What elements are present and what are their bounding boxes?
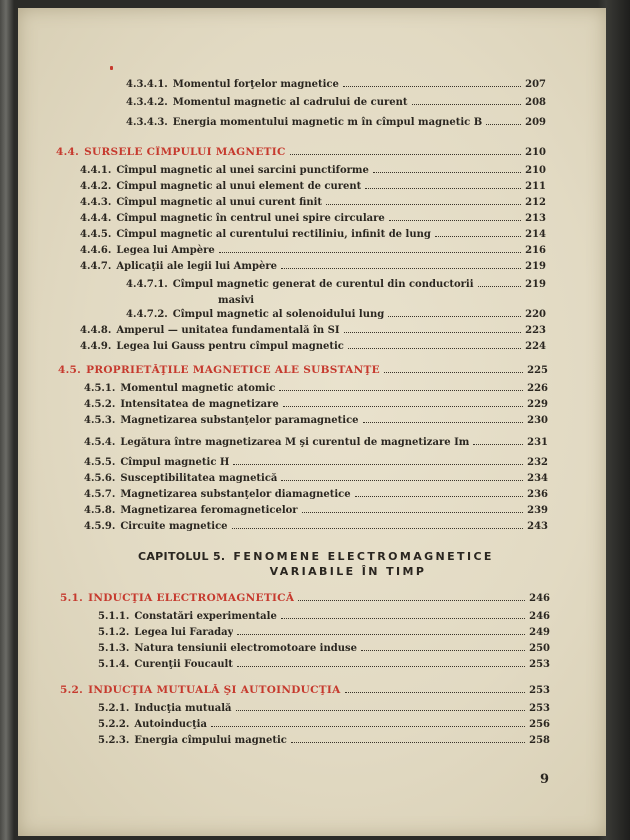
toc-entry-number: 5.1.4. [98, 659, 130, 670]
dot-leader [236, 702, 526, 711]
toc-entry-title: Circuite magnetice [120, 521, 228, 532]
dot-leader [478, 278, 522, 287]
toc-entry [98, 718, 550, 731]
toc-entry-title: Energia cîmpului magnetic [134, 735, 287, 746]
toc-entry-number: 4.5. [58, 364, 82, 376]
toc-entry-title: Amperul — unitatea fundamentală în SI [116, 325, 340, 336]
toc-entry [126, 116, 546, 129]
dot-leader [343, 78, 521, 87]
toc-entry [84, 414, 548, 427]
toc-entry-page: 234 [527, 473, 548, 484]
dot-leader [237, 658, 525, 667]
toc-entry-number: 5.1.2. [98, 627, 130, 638]
dot-leader [363, 414, 524, 423]
toc-entry-number: 4.4.7. [80, 261, 112, 272]
toc-entry-page: 258 [529, 735, 550, 746]
toc-entry-number: 4.5.8. [84, 505, 116, 516]
toc-entry [80, 324, 546, 337]
toc-entry-title: Inducţia mutuală [134, 703, 232, 714]
dot-leader [348, 340, 521, 349]
dot-leader [298, 592, 525, 601]
toc-entry-number: 4.4.9. [80, 341, 112, 352]
dot-leader [219, 244, 521, 253]
dot-leader [302, 504, 524, 513]
toc-entry-number: 4.5.3. [84, 415, 116, 426]
toc-entry-title: Momentul magnetic al cadrului de curent [172, 97, 408, 108]
toc-entry [80, 340, 546, 353]
dot-leader [435, 228, 521, 237]
toc-entry-page: 220 [525, 309, 546, 320]
toc-entry-page: 219 [525, 261, 546, 272]
toc-entry-title: INDUCŢIA MUTUALĂ ŞI AUTOINDUCŢIA [88, 684, 341, 696]
toc-entry-title: Cîmpul magnetic al unui curent finit [116, 197, 323, 208]
dot-leader [281, 472, 523, 481]
dot-leader [412, 96, 522, 105]
toc-entry-page: 209 [525, 117, 546, 128]
toc-entry-page: 223 [525, 325, 546, 336]
toc-entry-page: 253 [529, 685, 550, 696]
toc-entry-title: SURSELE CÎMPULUI MAGNETIC [84, 146, 286, 158]
dot-leader [345, 684, 526, 693]
toc-entry-page: 229 [527, 399, 548, 410]
toc-entry-title: Cîmpul magnetic în centrul unei spire circulare [116, 213, 385, 224]
toc-entry-page: 236 [527, 489, 548, 500]
toc-entry [84, 472, 548, 485]
toc-entry-title: Magnetizarea substanţelor diamagnetice [120, 489, 351, 500]
toc-entry-title: Cîmpul magnetic al solenoidului lung [172, 309, 385, 320]
toc-entry-page: 216 [525, 245, 546, 256]
toc-entry [126, 278, 546, 291]
toc-entry-page: 213 [525, 213, 546, 224]
toc-entry [84, 504, 548, 517]
toc-entry-page: 212 [525, 197, 546, 208]
toc-entry [84, 398, 548, 411]
dot-leader [281, 610, 525, 619]
dot-leader [281, 260, 521, 269]
toc-entry [98, 642, 550, 655]
toc-entry-page: 226 [527, 383, 548, 394]
toc-entry-title: Magnetizarea feromagneticelor [120, 505, 298, 516]
toc-entry-number: 5.2. [60, 684, 84, 696]
toc-section-entry [56, 146, 546, 159]
toc-entry-page: 249 [529, 627, 550, 638]
toc-entry-page: 250 [529, 643, 550, 654]
toc-entry [80, 212, 546, 225]
toc-entry-number: 4.4.4. [80, 213, 112, 224]
dot-leader [355, 488, 524, 497]
dot-leader [232, 520, 524, 529]
toc-entry-title: Cîmpul magnetic al unei sarcini punctiforme [116, 165, 369, 176]
toc-entry [80, 244, 546, 257]
toc-entry-title: Cîmpul magnetic H [120, 457, 230, 468]
dot-leader [211, 718, 525, 727]
toc-entry [84, 520, 548, 533]
toc-entry-number: 4.3.4.1. [126, 79, 168, 90]
toc-entry-page: 243 [527, 521, 548, 532]
toc-entry-number: 4.4.1. [80, 165, 112, 176]
book-page [18, 8, 606, 836]
toc-entry-title: Legea lui Gauss pentru cîmpul magnetic [116, 341, 344, 352]
toc-entry-number: 4.5.6. [84, 473, 116, 484]
toc-entry-title: Curenţii Foucault [134, 659, 233, 670]
dot-leader [326, 196, 521, 205]
dot-leader [365, 180, 521, 189]
toc-entry-number: 4.5.7. [84, 489, 116, 500]
toc-entry-page: 214 [525, 229, 546, 240]
toc-entry-title: Cîmpul magnetic al unui element de curent [116, 181, 362, 192]
toc-entry [126, 96, 546, 109]
toc-entry-number: 5.2.1. [98, 703, 130, 714]
toc-entry [84, 456, 548, 469]
dot-leader [237, 626, 525, 635]
toc-entry-number: 5.2.3. [98, 735, 130, 746]
toc-entry-number: 5.1.3. [98, 643, 130, 654]
toc-entry [84, 382, 548, 395]
page-number: 9 [540, 772, 550, 787]
toc-entry-number: 4.4.3. [80, 197, 112, 208]
toc-entry-page: 208 [525, 97, 546, 108]
toc-entry-title: Momentul magnetic atomic [120, 383, 276, 394]
dot-leader [279, 382, 523, 391]
dot-leader [344, 324, 522, 333]
chapter-heading [138, 550, 558, 578]
toc-entry-number: 4.4. [56, 146, 80, 158]
dot-leader [283, 398, 523, 407]
toc-entry-title: Legea lui Ampère [116, 245, 215, 256]
toc-entry-page: 246 [529, 611, 550, 622]
toc-entry-number: 4.5.2. [84, 399, 116, 410]
toc-entry-title: Momentul forţelor magnetice [172, 79, 339, 90]
toc-entry-title: Autoinducţia [134, 719, 207, 730]
toc-entry-title: Susceptibilitatea magnetică [120, 473, 278, 484]
toc-entry [84, 488, 548, 501]
toc-entry-title: Aplicaţii ale legii lui Ampère [116, 261, 277, 272]
toc-entry-number: 4.3.4.2. [126, 97, 168, 108]
toc-entry-number: 4.4.8. [80, 325, 112, 336]
toc-entry-page: 210 [525, 147, 546, 158]
toc-entry-page: 239 [527, 505, 548, 516]
toc-entry-page: 253 [529, 659, 550, 670]
toc-entry-title: Cîmpul magnetic generat de curentul din conductorii [172, 279, 474, 290]
toc-entry [80, 260, 546, 273]
toc-entry-number: 4.5.9. [84, 521, 116, 532]
toc-entry [98, 734, 550, 747]
toc-entry [126, 78, 546, 91]
chapter-title-line1: FENOMENE ELECTROMAGNETICE [233, 550, 494, 563]
toc-entry-page: 246 [529, 593, 550, 604]
toc-entry-title: Natura tensiunii electromotoare induse [134, 643, 357, 654]
dot-leader [384, 364, 523, 373]
toc-entry-number: 5.2.2. [98, 719, 130, 730]
dot-leader [388, 308, 521, 317]
toc-entry-page: 224 [525, 341, 546, 352]
chapter-label: CAPITOLUL 5. [138, 550, 226, 563]
toc-entry-number: 4.5.1. [84, 383, 116, 394]
toc-entry-page: 231 [527, 437, 548, 448]
dot-leader [486, 116, 521, 125]
toc-entry-number: 5.1.1. [98, 611, 130, 622]
toc-entry-title: INDUCŢIA ELECTROMAGNETICĂ [88, 592, 295, 604]
chapter-title-line2: VARIABILE ÎN TIMP [269, 565, 427, 578]
toc-entry [80, 180, 546, 193]
toc-entry [80, 228, 546, 241]
toc-entry-title: Intensitatea de magnetizare [120, 399, 279, 410]
dot-leader [233, 456, 523, 465]
toc-entry-page: 225 [527, 365, 548, 376]
toc-entry-number: 5.1. [60, 592, 84, 604]
toc-entry [80, 164, 546, 177]
toc-entry-page: 207 [525, 79, 546, 90]
toc-entry-number: 4.4.2. [80, 181, 112, 192]
toc-entry-page: 232 [527, 457, 548, 468]
toc-entry-page: 230 [527, 415, 548, 426]
toc-entry-page: 219 [525, 279, 546, 290]
toc-entry-number: 4.4.7.2. [126, 309, 168, 320]
toc-entry [98, 658, 550, 671]
table-of-contents [18, 8, 606, 836]
toc-section-entry [60, 592, 550, 605]
toc-entry-continuation: masivi [218, 295, 255, 306]
toc-entry-page: 256 [529, 719, 550, 730]
toc-entry-title: Magnetizarea substanţelor paramagnetice [120, 415, 359, 426]
toc-entry [98, 702, 550, 715]
dot-leader [290, 146, 522, 155]
toc-entry-number: 4.4.7.1. [126, 279, 168, 290]
toc-entry [80, 196, 546, 209]
dot-leader [361, 642, 525, 651]
toc-entry [98, 610, 550, 623]
toc-entry-number: 4.4.5. [80, 229, 112, 240]
toc-section-entry [58, 364, 548, 377]
toc-entry [84, 436, 548, 449]
toc-entry-page: 211 [525, 181, 546, 192]
toc-entry-title: Energia momentului magnetic m în cîmpul magnetic B [172, 117, 483, 128]
toc-entry-page: 253 [529, 703, 550, 714]
dot-leader [373, 164, 521, 173]
dot-leader [473, 436, 523, 445]
toc-entry-number: 4.5.5. [84, 457, 116, 468]
toc-entry-number: 4.5.4. [84, 437, 116, 448]
toc-entry-number: 4.4.6. [80, 245, 112, 256]
toc-entry-title: PROPRIETĂŢILE MAGNETICE ALE SUBSTANŢE [86, 364, 380, 376]
toc-entry-title: Legea lui Faraday [134, 627, 234, 638]
toc-entry-title: Constatări experimentale [134, 611, 277, 622]
toc-entry [98, 626, 550, 639]
toc-entry-page: 210 [525, 165, 546, 176]
toc-section-entry [60, 684, 550, 697]
toc-entry-number: 4.3.4.3. [126, 117, 168, 128]
toc-entry [126, 308, 546, 321]
toc-entry-title: Legătura între magnetizarea M şi curentul de magnetizare Im [120, 437, 470, 448]
dot-leader [389, 212, 521, 221]
toc-entry-title: Cîmpul magnetic al curentului rectiliniu, infinit de lung [116, 229, 431, 240]
dot-leader [291, 734, 525, 743]
